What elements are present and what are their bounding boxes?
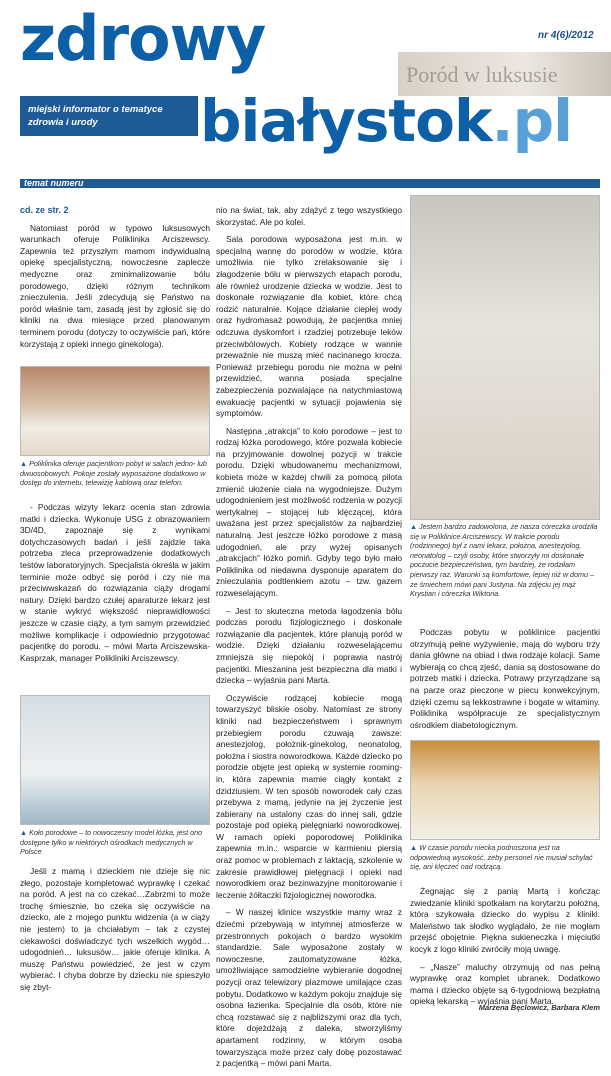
caption-text: Koło porodowe – to nowoczesny model łóżka, jest ono dostępne tylko w niektórych ośrodkach medycznych w Polsce: [20, 828, 203, 857]
caption-text: Poliklinika oferuje pacjentkom pobyt w salach jedno- lub dwuosobowych. Pokoje zostały wyposażone dodatkowo w dostęp do internetu, telewizję kablową oraz telefon.: [20, 459, 207, 488]
brand-title-bottom: [200, 87, 572, 155]
paragraph: Sala porodowa wyposażona jest m.in. w specjalną wannę do porodów w wodzie, która umożliwia nie tylko zrelaksowanie się i złagodzenie bólu w pierwszych etapach porodu, ale również urodzenie dziecka w wodzie. Jest to doskonałe rozwiązanie dla kobiet, które chcą rodzić naturalnie. Kojące działanie ciepłej wody oraz hydromasaż powodują, że pacjentka mniej odczuwa dyskomfort i rzadziej potrzebuje leków przeciwbólowych. Kobiety rodzące w wannie przeważnie nie muszą mieć nacinanego krocza. Ponieważ przebiegu porodu nie można w pełni przewidzieć, wanna posiada specjalne zabezpieczenia pozwalające na natychmiastową ewakuację pacjentki w sytuacji pojawienia się symptomów.: [216, 234, 402, 419]
section-tag: temat numeru: [24, 178, 84, 188]
paragraph: – „Nasze” maluchy otrzymują od nas pełną wyprawkę oraz komplet ubranek. Dodatkowo mama i dziecko objęte są 6-tygodniową bezpłatną opieką lekarską – wyjaśnia pani Marta.: [410, 961, 600, 1007]
continuation-label: cd. ze str. 2: [20, 205, 69, 215]
brand-suffix: .pl: [491, 87, 572, 155]
paragraph: Podczas pobytu w poliklinice pacjentki otrzymują pełne wyżywienie, mają do wyboru trzy dania główne na obiad i dwa rodzaje kolacji. Same wybierają co chcą zjeść, dania są dostosowane do potrzeb matki i dziecka. Potrawy przyrządzane są na parze oraz pieczone w piecu konwekcyjnym, dzięki czemu są lekkostrawne i bogate w witaminy. Poliklinika współpracuje ze specjalistycznym ośrodkiem diabetologicznym.: [410, 627, 600, 730]
caption-text: Jestem bardzo zadowolona, że nasza córeczka urodziła się w Poliklinice Arciszewscy. W trakcie porodu (rodzinnego) był z nami lekarz, położna, anestezjolog, neonatolog – czyli osoby, które stworzyły mi doskonałe poczucie bezpieczeństwa, tym bardziej, że rodziłam pierwszy raz. Warunki są komfortowe, lepiej niż w domu – ze śmiechem mówi pani Justyna. Na zdjęciu jej mąż Krystian i córeczka Wiktoria.: [410, 522, 598, 599]
column-3-mid: [410, 627, 600, 737]
brand-name: białystok: [200, 87, 492, 155]
paragraph: Natomiast poród w typowo luksusowych warunkach oferuje Poliklinika Arciszewscy. Zapewnia też przyszłym mamom indywidualną opiekę specjalistyczną, nowoczesne zaplecze medyczne oraz zminimalizowanie bólu porodowego, dzięki różnym technikom znieczulenia. Jeśli zdecydują się Państwo na poród właśnie tam, zasadą jest by zgłosić się do kliniki na dwa miesiące przed planowanym terminem porodu (dotyczy to oczywiście pań, które korzystają z opieki innego ginekologa).: [20, 222, 210, 349]
paragraph: Następna „atrakcja” to koło porodowe – jest to rodzaj łóżka porodowego, które pozwala kobiecie na przyjmowanie dowolnej pozycji w trakcie porodu. Dzięki wbudowanemu mechanizmowi, kobieta może w każdej chwili za pomocą pilota zmienić ułożenie ciała na wygodniejsze. Dużym udogodnieniem jest możliwość rodzenia w pozycji wertykalnej – stojącej lub klęczącej, która uważana jest przez specjalistów za najbardziej naturalną. Jest jeszcze łóżko porodowe z masą udogodnień, ale przy wyżej opisanych „atrakcjach” łóżko pomiń. Gdyby tego było mało Poliklinika od niedawna dysponuje aparatem do znieczulania podtlenkiem azotu – tzw. gazem rozweselającym.: [216, 425, 402, 598]
section-rule: [20, 179, 600, 188]
column-1: [20, 205, 210, 356]
photo-birth-tub: [410, 740, 600, 840]
caption-room: [20, 459, 210, 488]
photo-father-baby: [410, 195, 600, 520]
column-1-bottom: [20, 866, 210, 1000]
photo-birthing-chair: [20, 695, 210, 825]
header-photo: Poród w luksusie: [398, 52, 611, 96]
paragraph: - Podczas wizyty lekarz ocenia stan zdrowia matki i dziecka. Wykonuje USG z obrazowaniem 3D/4D, zapoznaje się z wynikami dotychczasowych badań i jeśli zajdzie taka potrzeba zleca przeprowadzenie dodatkowych testów laboratoryjnych. Specjalista określa w jakim terminie może odbyć się poród i czy nie ma przeciwwskazań do rozwiązania ciąży drogami natury. Dzięki bardzo czułej aparaturze lekarz jest w stanie wykryć większość nieprawidłowości jeszcze w czasie ciąży, a tym samym przewidzieć możliwe komplikacje i odpowiednio przygotować pacjentkę do porodu. – mówi Marta Arciszewska-Kasprzak, manager Polikliniki Arciszewscy.: [20, 502, 210, 663]
caption-arrow-icon: ▲: [410, 522, 420, 531]
issue-number: nr 4(6)/2012: [538, 30, 594, 41]
paragraph: – Jest to skuteczna metoda łagodzenia bólu podczas porodu fizjologicznego i doskonałe rozwiązanie dla pacjentek, które planują poród w wodzie. Dzięki działaniu rozweselającemu zmniejsza się niepokój i poprawia nastrój pacjentki. Mieszanina jest bezpieczna dla matki i dziecka – wyjaśnia pani Marta.: [216, 605, 402, 686]
subtitle-box: miejski informator o tematyce zdrowia i urody: [20, 96, 198, 136]
caption-arrow-icon: ▲: [410, 843, 420, 852]
caption-father-baby: [410, 522, 600, 599]
paragraph: – W naszej klinice wszystkie mamy wraz z dziećmi przebywają w intymnej atmosferze w przestronnych pokojach o bardzo wysokim standardzie. Sale wyposażone zostały w nowoczesne, zautomatyzowane łóżka, umożliwiające samodzielne wybieranie dogodnej pozycji oraz telewizory plazmowe umilające czas pobytu. Dodatkowo w każdym pokoju znajduje się osobna łazienka. Specjalnie dla osób, które nie chcą rozstawać się z najbliższymi oraz dla tych, które dojeżdżają z daleka, stworzyliśmy apartament rodzinny, w którym osoba towarzysząca może przez cały dobę pozostawać z pacjentką – mówi pani Marta.: [216, 907, 402, 1069]
photo-room: [20, 366, 210, 456]
column-1-mid: [20, 502, 210, 670]
caption-birthing-chair: [20, 828, 210, 857]
paragraph: Oczywiście rodzącej kobiecie mogą towarzyszyć bliskie osoby. Natomiast ze strony kliniki nad bezpieczeństwem i sprawnym przebiegiem porodu czuwają zawsze: anestezjolog, położnik-ginekolog, neonatolog, położna i siostra noworodkowa. Każde dziecko po porodzie objęte jest opieką w systemie rooming-in, która zapewnia mamie ciągły kontakt z dzidziusiem. W ten sposób noworodek cały czas przebywa z mamą, jedynie na jej życzenie jest zabierany na ustalony czas do innej sali, gdzie pozostaje pod opieką pielęgniarki noworodkowej. W ramach opieki poporodowej Poliklinika zapewnia m.in.: wsparcie w karmieniu piersią oraz pomoc w problemach z laktacją, szkolenie w zakresie prawidłowej pielęgnacji i opieki nad noworodkiem oraz bezinwazyjne monitorowanie i leczenie żółtaczki fizjologicznej noworodka.: [216, 692, 402, 900]
paragraph: Jeśli z mamą i dzieckiem nie dzieje się nic złego, pozostaje kompletować wyprawkę i czekać na poród. A jest na co czekać…Zabrzmi to może trochę śmiesznie, bo czeka się oczywiście na dziecko, ale z mojego punktu widzenia (a w ciąży nie jestem) to ja chciałabym – tak z czystej ciekawości doświadczyć tych wszelkich wygód… udogodnień… luksusów… jakie oferuje klinika. A muszę Państwu powiedzieć, że jest w czym wybierać. I chyba dobrze by dziecku nie spieszyło się zbyt-: [20, 866, 210, 992]
author-signature: Marzena Bęclowicz, Barbara Klem: [478, 1003, 600, 1012]
brand-title-top: zdrowy: [20, 2, 266, 75]
caption-arrow-icon: ▲: [20, 459, 30, 468]
column-2: [216, 205, 402, 1076]
masthead: [0, 0, 611, 178]
paragraph: nio na świat, tak, aby zdążyć z tego wszystkiego skorzystać. Ale po kolei.: [216, 205, 402, 227]
paragraph: Żegnając się z panią Martą i kończąc zwiedzanie kliniki spotkałam na korytarzu położną, która szykowała dziecko do wypisu z kliniki. Maleństwo tak słodko wyglądało, że nie mogłam przejść obojętnie. Piękna sukieneczka i mięciutki kocyk z logo kliniki zwróciły moją uwagę.: [410, 886, 600, 954]
column-3-bottom: [410, 886, 600, 1014]
caption-birth-tub: [410, 843, 600, 872]
caption-text: W czasie porodu niecka podnoszona jest na odpowiednią wysokość, żeby personel nie musiał schylać się, ani klęczeć nad rodzącą.: [410, 843, 593, 872]
caption-arrow-icon: ▲: [20, 828, 30, 837]
